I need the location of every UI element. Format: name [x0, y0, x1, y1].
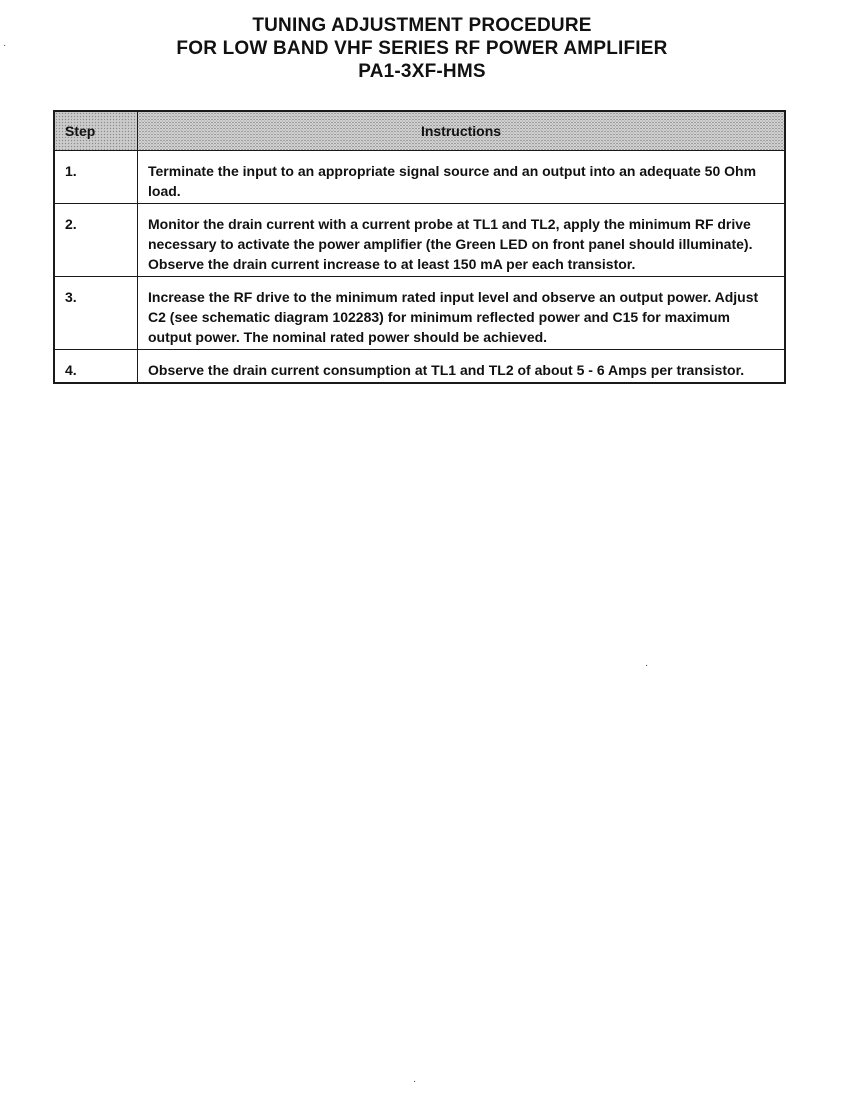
header-instructions: Instructions	[138, 111, 786, 151]
instruction-text: Observe the drain current consumption at TL1 and TL2 of about 5 - 6 Amps per transistor.	[138, 350, 786, 384]
table-header-row	[54, 111, 785, 151]
step-number: 3.	[54, 277, 138, 350]
scan-speck: ·	[413, 1076, 417, 1087]
table-row	[54, 350, 785, 384]
title-line-3: PA1-3XF-HMS	[358, 61, 486, 82]
instruction-text: Increase the RF drive to the minimum rated input level and observe an output power. Adjust C2 (see schematic diagram 102283) for minimum reflected power and C15 for maximum output power. The nominal rated power should be achieved.	[138, 277, 786, 350]
table-row	[54, 277, 785, 350]
instruction-text: Monitor the drain current with a current probe at TL1 and TL2, apply the minimum RF drive necessary to activate the power amplifier (the Green LED on front panel should illuminate). Observe the drain current increase to at least 150 mA per each transistor.	[138, 204, 786, 277]
title-line-2: FOR LOW BAND VHF SERIES RF POWER AMPLIFIER	[176, 38, 668, 59]
step-number: 2.	[54, 204, 138, 277]
header-step: Step	[54, 111, 138, 151]
table-row	[54, 151, 785, 204]
document-title	[0, 14, 844, 83]
step-number: 4.	[54, 350, 138, 384]
table-row	[54, 204, 785, 277]
scan-speck: ·	[3, 40, 7, 51]
step-number: 1.	[54, 151, 138, 204]
procedure-table	[53, 110, 786, 384]
title-line-1: TUNING ADJUSTMENT PROCEDURE	[252, 15, 592, 36]
scan-speck: ·	[645, 660, 649, 671]
instruction-text: Terminate the input to an appropriate signal source and an output into an adequate 50 Ohm load.	[138, 151, 786, 204]
